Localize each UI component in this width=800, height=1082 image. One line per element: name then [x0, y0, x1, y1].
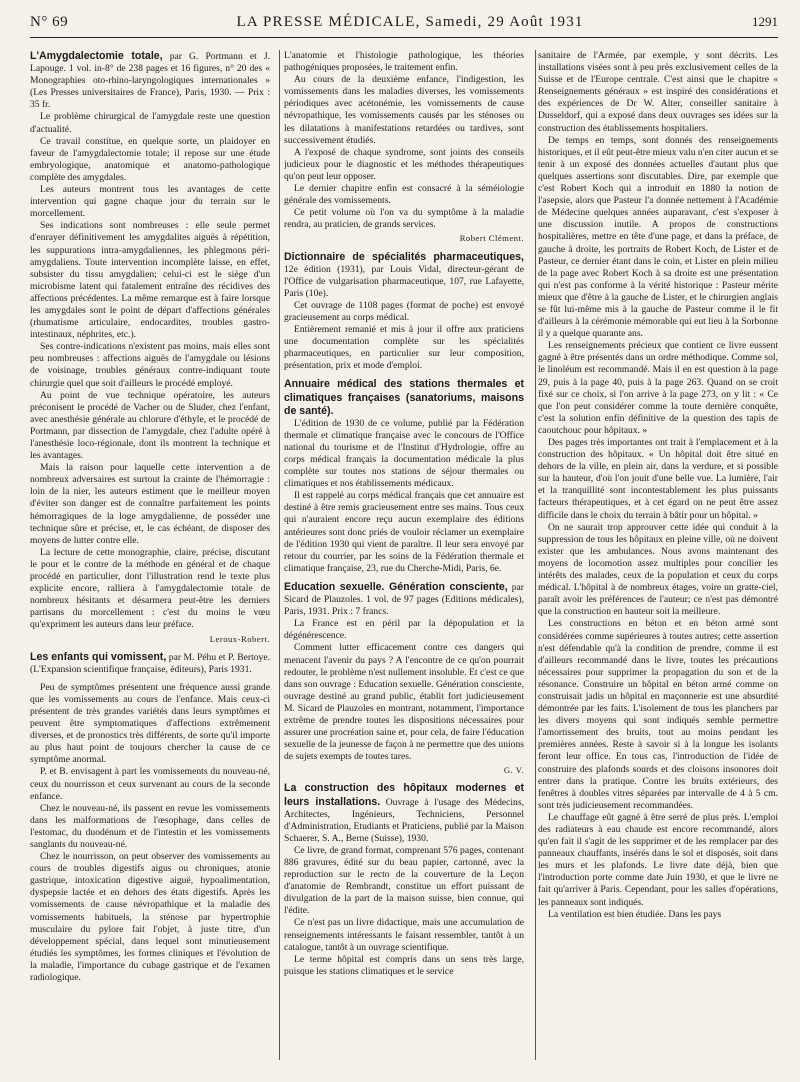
paragraph: La France est en péril par la dépopulation et la dégénérescence.	[284, 618, 524, 642]
paragraph: Ses indications sont nombreuses : elle seule permet d'enrayer définitivement les amygdalites aiguës à répétition, les suppurations intra-amygdaliennes, les phlegmons péri-amygdaliens. Toute intervention incomplète laisse, en effet, subsister du tissu amygdalien; celui-ci est le siège d'un microbisme latent qui fatalement entraîne des récidives des affections précédentes. La même remarque est à faire lorsque les amygdales sont le point de départ d'affections générales (rhumatisme articulaire, endocardites, troubles gastro-intestinaux, néphrites, etc.).	[30, 220, 270, 341]
author-signature: Leroux-Robert.	[209, 633, 270, 644]
article-columns	[30, 50, 778, 1070]
page-header	[30, 14, 778, 38]
review-amygdalectomie	[30, 50, 270, 645]
review-dictionnaire	[284, 251, 524, 373]
paragraph: Ce n'est pas un livre didactique, mais une accumulation de renseignements intéressants le faisant ressembler, tantôt à un catalogue, tantôt à un ouvrage scientifique.	[284, 917, 524, 953]
bibliographic-info: par Sicard de Plauzoles. 1 vol. de 97 pages (Editions médicales), Paris, 1931. Prix : 7 francs.	[284, 581, 524, 618]
issue-number: N° 69	[30, 14, 69, 30]
bibliographic-info: par G. Portmann et J. Lapouge. 1 vol. in-8° de 238 pages et 16 figures, n° 20 des « Monographies oto-rhino-laryngologiques internationales » (Les Presses universitaires de France), Paris, 1930. — Prix : 35 fr.	[30, 51, 270, 111]
article-title: Les enfants qui vomissent,	[30, 650, 167, 663]
paragraph: On ne saurait trop approuver cette idée qui conduit à la suppression de tous les hôpitaux en pleine ville, où ne doivent exister que les ambulances. Nous avons maintenant des moyens de locomotion assez multiples pour concilier les intérêts des malades, ceux de la population et ceux du corps médical. L'hôpital à de nombreux étages, voire un gratte-ciel, paraît avoir les préférences de l'auteur; ce n'est pas démontré que la construction en hauteur soit la meilleure.	[538, 521, 778, 618]
article-title: L'Amygdalectomie totale,	[30, 50, 163, 62]
review-enfants-qui-vomissent	[30, 651, 270, 985]
bibliographic-info: par M. Péhu et P. Bertoye. (L'Expansion scientifique française, éditeurs), Paris 1931.	[30, 651, 270, 675]
article-title: Education sexuelle. Génération consciente,	[284, 580, 508, 593]
column-rule	[279, 50, 280, 1060]
paragraph: L'édition de 1930 de ce volume, publié par la Fédération thermale et climatique française avec le concours de l'Office national du tourisme et de l'Institut d'Hydrologie, offre au corps médical français la documentation médicale la plus complète sur toutes nos stations de séjour thermales ou climatiques et nos établissements médicaux.	[284, 417, 524, 490]
article-heading	[284, 581, 524, 618]
paragraph: A l'exposé de chaque syndrome, sont joints des conseils judicieux pour le diagnostic et les méthodes thérapeutiques qu'on peut leur opposer.	[284, 146, 524, 182]
paragraph: Peu de symptômes présentent une fréquence aussi grande que les vomissements au cours de l'enfance. Mais ceux-ci présentent de très grandes variétés dans leurs symptômes et peuvent être symptomatiques d'affections extrêmement diverses, et de pronostics très différents, de sorte qu'il importe au plus haut point de toujours chercher la cause de ce symptôme anormal.	[30, 681, 270, 766]
paragraph: Chez le nourrisson, on peut observer des vomissements au cours de troubles digestifs aigus ou chroniques, atonie gastrique, intoxication digestive aiguë, hypoalimentation, dyspepsie lactée et en dehors des états digestifs. Après les vomissements de cause névropathique et la maladie des vomissements habituels, la sténose par hypertrophie musculaire du pylore fait l'objet, à juste titre, d'un développement spécial, dans lequel sont minutieusement étudiés les symptômes, les formes cliniques et l'évolution de la maladie, l'importance du cubage gastrique et de l'examen radiologique.	[30, 851, 270, 984]
paragraph: Cet ouvrage de 1108 pages (format de poche) est envoyé gracieusement au corps médical.	[284, 299, 524, 323]
article-title: Dictionnaire de spécialités pharmaceutiques,	[284, 250, 524, 263]
paragraph: Les auteurs montrent tous les avantages de cette intervention qui gagne chaque jour du terrain sur le morcellement.	[30, 184, 270, 220]
article-heading	[284, 782, 524, 844]
paragraph: P. et B. envisagent à part les vomissements du nouveau-né, ceux du nourrisson et ceux survenant au cours de la seconde enfance.	[30, 766, 270, 802]
paragraph: Entièrement remanié et mis à jour il offre aux praticiens une documentation complète sur les spécialités pharmaceutiques, en particulier sur leur composition, présentation, prix et mode d'emploi.	[284, 324, 524, 372]
paragraph: Chez le nouveau-né, ils passent en revue les vomissements dans les malformations de l'œsophage, dans celles de l'estomac, du duodénum et de l'intestin et les vomissements sanglants du nouveau-né.	[30, 802, 270, 850]
paragraph: La ventilation est bien étudiée. Dans les pays	[548, 908, 722, 920]
paragraph: Ce petit volume où l'on va du symptôme à la maladie rendra, au praticien, de grands services.	[284, 207, 524, 231]
article-title: Annuaire médical des stations thermales et climatiques françaises (sanatoriums, maisons de santé).	[284, 378, 524, 417]
review-education-sexuelle	[284, 581, 524, 777]
article-title: La construction des hôpitaux modernes et leurs installations.	[284, 782, 524, 808]
paragraph: Des pages très importantes ont trait à l'emplacement et à la construction des hôpitaux. « Un hôpital doit être situé en dehors de la ville, en plein air, dans la verdure, et si possible sur la hauteur, d'où l'on jouit d'une belle vue. La lumière, l'air et la tranquillité sont incontestablement les plus puissants facteurs thérapeutiques, et à cet égard on ne peut être assez difficile dans le choix du terrain à bâtir pour un hôpital. »	[538, 437, 778, 521]
author-signature: G. V.	[503, 765, 524, 776]
paragraph: Ce travail constitue, en quelque sorte, un plaidoyer en faveur de l'amygdalectomie totale; il repose sur une étude embryologique, anatomique et anatomo-pathologique complète des amygdales.	[30, 135, 270, 183]
paragraph: Il est rappelé au corps médical français que cet annuaire est destiné à être remis gracieusement entre ses mains. Tous ceux qui n'auraient encore reçu aucun exemplaire des éditions antérieures sont donc priés de vouloir réclamer un exemplaire de l'édition 1930 qui vient de paraître. Il leur sera envoyé par retour du courrier, par les soins de la Fédération thermale et climatique française, 23, rue du Cherche-Midi, Paris, 6e.	[284, 490, 524, 574]
column-3	[538, 50, 778, 1070]
paragraph: Le terme hôpital est compris dans un sens très large, puisque les stations climatiques et le service	[284, 953, 524, 977]
paragraph: Les renseignements précieux que contient ce livre eussent gagné à être présentés dans un ordre méthodique. Comme sol, le linoléum est recommandé. Mais il en est question à la page 29, puis à la page 40, puis à la page 263. Quand on se croit fixé sur ce choix, si l'on arrive à la page 273, on y lit : « Ce que l'on peut considérer comme la toute dernière conquête, c'est la solution enfin définitive de la question des tapis de caoutchouc pour hôpitaux. »	[538, 340, 778, 436]
column-rule	[535, 50, 536, 1060]
author-signature: Robert Clément.	[459, 233, 524, 244]
paragraph: La lecture de cette monographie, claire, précise, discutant le pour et le contre de la méthode en général et de chaque procédé en particulier, dont l'illustration rend le texte plus explicite encore, ralliera à l'amygdalectomie totale de nombreux hésitants et désarmera peut-être les derniers partisans du morcellement : c'est du moins le vœu qu'expriment les auteurs dans leur préface.	[30, 546, 270, 631]
article-heading	[284, 378, 524, 417]
article-heading	[30, 651, 270, 676]
bibliographic-info: Ouvrage à l'usage des Médecins, Architectes, Ingénieurs, Techniciens, Personnel d'Administration, Etudiants et Praticiens, publié par la Maison Schaerer, S. A., Berne (Suisse), 1930.	[284, 796, 524, 844]
paragraph: De temps en temps, sont donnés des renseignements historiques, et il eût peut-être mieux valu n'en citer aucun et se tenir à un exposé des données actuelles d'autant plus que quelques assertions sont discutables. Dire, par exemple que c'est Robert Koch qui a introduit en 1880 la notion de l'asepsie, alors que Pasteur l'a donnée nettement à l'Académie de Médecine quelques années auparavant, c'est s'exposer à une discussion inutile. A propos de constructions hospitalières, mettre en tête d'une page, et dans la préface, de gauche à droite, les portraits de Robert Koch, de Lister et de Pasteur, ce dernier étant dans le coin, et Lister en plein milieu de la page avec Robert Koch à sa droite est une présentation qui n'est pas conforme à la vérité historique : Pasteur mérite mieux que d'être à la gauche de Lister, et le chirurgien anglais se fût lui-même mis à la gauche de Pasteur comme il le fit d'ailleurs à la cérémonie mémorable qui eut lieu à la Sorbonne il y a quelque quarante ans.	[538, 134, 778, 340]
paragraph: Le problème chirurgical de l'amygdale reste une question d'actualité.	[30, 111, 270, 135]
paragraph: Ce livre, de grand format, comprenant 576 pages, contenant 886 gravures, édité sur du beau papier, cartonné, avec la reproduction sur le recto de la couverture de la Leçon d'anatomie de Rembrandt, constitue un effort puissant de divulgation de la part de la maison suisse, bien connue, qui l'édite.	[284, 844, 524, 917]
review-hopitaux-modernes	[284, 782, 524, 978]
paragraph: Au cours de la deuxième enfance, l'indigestion, les vomissements dans les maladies diverses, les vomissements périodiques avec acétonémie, les vomissements de cause névropathique, les vomissements causés par les sténoses ou les dilatations à manifestations retardées ou tardives, sont successivement étudiés.	[284, 74, 524, 146]
column-2	[284, 50, 524, 1070]
article-heading	[284, 251, 524, 300]
review-hopitaux-continued	[538, 50, 778, 921]
paragraph: Mais la raison pour laquelle cette intervention a de nombreux adversaires est surtout la crainte de l'hémorragie : loin de la nier, les auteurs estiment que le meilleur moyen d'éviter son danger est de connaître parfaitement les points hémorragiques de la loge amygdalienne, de posséder une technique sûre et précise, et, le cas échéant, de disposer des moyens de lutter contre elle.	[30, 462, 270, 546]
paragraph: sanitaire de l'Armée, par exemple, y sont décrits. Les installations visées sont à peu près exclusivement celles de la Suisse et de l'Europe centrale. C'est ainsi que le chapitre « Renseignements généraux » est inspiré des considérations et des expériences de Dr W. Alter, conseiller sanitaire à Dusseldorf, qui a exposé dans deux ouvrages ses idées sur la construction des établissements hospitaliers.	[538, 50, 778, 134]
page-number: 1291	[752, 14, 778, 29]
column-1	[30, 50, 270, 1070]
paragraph: L'anatomie et l'histologie pathologique, les théories pathogéniques proposées, le traitement enfin.	[284, 50, 524, 74]
publication-title: LA PRESSE MÉDICALE, Samedi, 29 Août 1931	[236, 14, 584, 30]
paragraph: Ses contre-indications n'existent pas moins, mais elles sont peu nombreuses : affections aiguës de l'amygdale ou lésions de voisinage, troubles généraux contre-indiquant toute chirurgie quel que soit d'ailleurs le procédé employé.	[30, 341, 270, 389]
paragraph: Le chauffage eût gagné à être serré de plus près. L'emploi des radiateurs à eau chaude est encore recommandé, alors qu'en fait il s'agit de les supprimer et de les remplacer par des panneaux chauffants, insérés dans le sol et disposés, soit dans les murs et les plafonds. Le livre date déjà, bien que l'introduction porte comme date Juin 1930, et que le livre ne fait qu'arriver à Paris. Cependant, pour les salles d'opérations, les panneaux sont indiqués.	[538, 811, 778, 908]
article-heading	[30, 50, 270, 111]
paragraph: Le dernier chapitre enfin est consacré à la séméiologie générale des vomissements.	[284, 183, 524, 207]
paragraph: Comment lutter efficacement contre ces dangers qui menacent l'avenir du pays ? A l'encontre de ce qu'on pourrait redouter, le problème n'est nullement insoluble. Et c'est ce que dans son ouvrage : Education sexuelle. Génération consciente, ouvrage destiné au grand public, établit fort judicieusement M. Sicard de Plauzoles en montrant, notamment, l'importance extrême de prendre toutes les dispositions nécessaires pour assurer une procréation saine et, pour cela, de faire l'éducation sexuelle de la jeunesse de façon à ne permettre que des unions de sujets exempts de toutes tares.	[284, 642, 524, 763]
paragraph: Les constructions en béton et en béton armé sont considérées comme supérieures à toutes autres; cette assertion n'est défendable qu'à la condition de prendre, comme il est d'ailleurs recommandé dans le livre, toutes les précautions nécessaires pour supprimer la propagation du son et de la résonance. Construire un hôpital en béton armé comme on construisait jadis un hôpital en maçonnerie est une absurdité démontrée par les faits. L'isolement de tous les planchers par les divers moyens qui sont indiqués semble permettre l'amortissement des bruits, tout au moins pendant les premières années. Reste à savoir si à la longue les isolants feront leur office. En tous cas, l'introduction de l'idée de construire des plafonds sourds et des cloisons insonores doit entrer dans la pratique. Contre les bruits extérieurs, des fenêtres à doubles vitres séparées par intervalle de 4 à 5 cm. sont très judicieusement recommandées.	[538, 618, 778, 811]
review-enfants-continued	[284, 50, 524, 245]
review-annuaire	[284, 378, 524, 575]
paragraph: Au point de vue technique opératoire, les auteurs préconisent le procédé de Vacher ou de Sluder, chez l'enfant, avec anesthésie générale au chlorure d'éthyle, et le procédé de Portmann, par dissection de l'amygdale, chez l'adulte opéré à l'anesthésie loco-régionale, dont ils montrent la technique et les avantages.	[30, 389, 270, 462]
bibliographic-info: 12e édition (1931), par Louis Vidal, directeur-gérant de l'Office de vulgarisation pharmaceutique, 107, rue Lafayette, Paris (10e).	[284, 263, 524, 299]
